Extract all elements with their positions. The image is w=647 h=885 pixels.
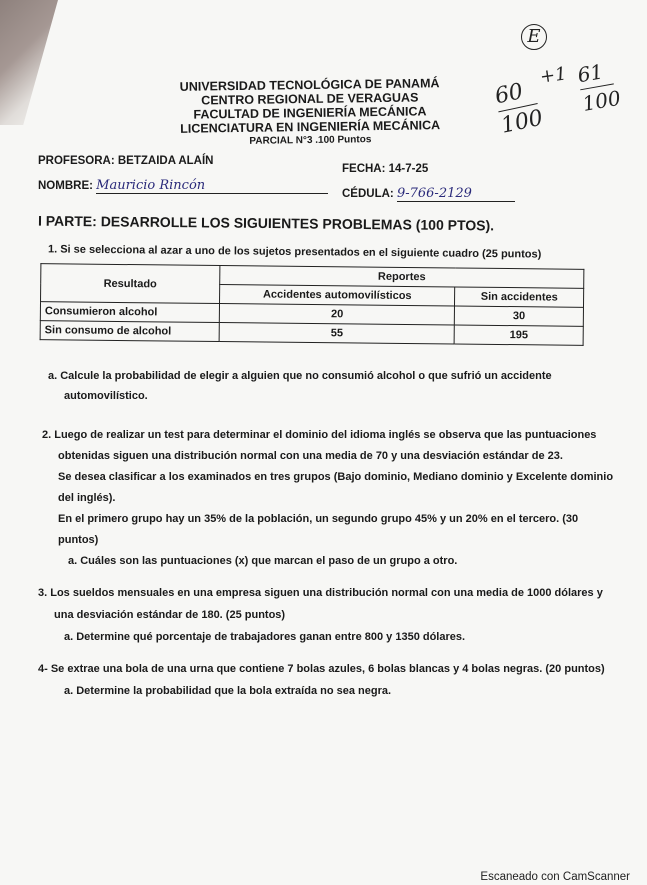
header-reportes: Reportes bbox=[220, 266, 584, 289]
question-2-line1: 2. Luego de realizar un test para determinar el dominio del idioma inglés se observa que las puntuaciones bbox=[42, 429, 597, 441]
question-2-line5: En el primero grupo hay un 35% de la población, un segundo grupo 45% y un 20% en el tercero. (30 bbox=[58, 513, 579, 525]
header-accidentes: Accidentes automovilísticos bbox=[220, 285, 456, 306]
document-header bbox=[180, 76, 441, 150]
header-resultado: Resultado bbox=[41, 264, 220, 304]
grade-circled-letter: E bbox=[521, 24, 547, 50]
question-1a bbox=[48, 366, 608, 406]
cell-value: 195 bbox=[455, 325, 584, 345]
question-2-line3: Se desea clasificar a los examinados en tres grupos (Bajo dominio, Mediano dominio y Excelente dominio bbox=[58, 471, 614, 483]
header-sin-accidentes: Sin accidentes bbox=[455, 287, 584, 307]
header-exam: PARCIAL N°3 .100 Puntos bbox=[249, 134, 372, 147]
question-1-text: 1. Si se selecciona al azar a uno de los sujetos presentados en el siguiente cuadro (25 puntos) bbox=[47, 243, 542, 261]
grade-score-denominator: 100 bbox=[498, 105, 546, 139]
row-label: Consumieron alcohol bbox=[40, 302, 219, 323]
header-faculty: FACULTAD DE INGENIERÍA MECÁNICA bbox=[193, 104, 427, 122]
cedula-label: CÉDULA: bbox=[342, 188, 394, 200]
question-1a-line1: a. Calcule la probabilidad de elegir a alguien que no consumió alcohol o que sufrió un accidente bbox=[48, 370, 552, 382]
cell-value: 20 bbox=[219, 304, 455, 325]
question-2-line2: obtenidas siguen una distribución normal con una media de 70 y una desviación estándar de 23. bbox=[58, 450, 563, 462]
question-4-line1: 4- Se extrae una bola de una urna que contiene 7 bolas azules, 6 bolas blancas y 4 bolas negras. (20 puntos) bbox=[38, 663, 605, 675]
question-1-stem bbox=[48, 239, 542, 264]
grade-total-denominator: 100 bbox=[580, 85, 623, 116]
header-university: UNIVERSIDAD TECNOLÓGICA DE PANAMÁ bbox=[179, 76, 440, 94]
nombre-label: NOMBRE: bbox=[38, 180, 93, 192]
grade-bonus: +1 bbox=[538, 63, 568, 88]
cell-value: 30 bbox=[455, 306, 584, 326]
grade-total bbox=[576, 57, 623, 116]
reports-table bbox=[40, 263, 585, 346]
question-2-line4: del inglés). bbox=[58, 492, 116, 504]
question-3-line2: una desviación estándar de 180. (25 puntos) bbox=[54, 609, 286, 621]
nombre-value: Mauricio Rincón bbox=[96, 178, 206, 193]
cedula-value: 9-766-2129 bbox=[396, 186, 472, 201]
question-2 bbox=[42, 425, 622, 572]
grade-score-numerator: 60 bbox=[492, 79, 526, 110]
fecha-field: FECHA: 14-7-25 bbox=[342, 163, 429, 175]
section-title: I PARTE: DESARROLLE LOS SIGUIENTES PROBLEMAS (100 PTOS). bbox=[37, 212, 495, 234]
question-3a: a. Determine qué porcentaje de trabajadores ganan entre 800 y 1350 dólares. bbox=[64, 631, 466, 643]
question-2a: a. Cuáles son las puntuaciones (x) que marcan el paso de un grupo a otro. bbox=[68, 555, 458, 567]
scanner-watermark: Escaneado con CamScanner bbox=[480, 871, 630, 883]
question-2-line6: puntos) bbox=[58, 534, 99, 546]
question-3 bbox=[38, 582, 628, 648]
question-1a-line2: automovilístico. bbox=[64, 390, 148, 402]
grade-score bbox=[493, 76, 546, 139]
question-3-line1: 3. Los sueldos mensuales en una empresa siguen una distribución normal con una media de 1000 dólares y bbox=[38, 587, 603, 599]
question-4a: a. Determine la probabilidad que la bola extraída no sea negra. bbox=[64, 685, 392, 697]
cedula-line bbox=[397, 186, 515, 202]
cedula-field bbox=[342, 186, 515, 202]
row-label: Sin consumo de alcohol bbox=[40, 321, 219, 342]
profesora-field: PROFESORA: BETZAIDA ALAÍN bbox=[38, 155, 214, 167]
nombre-line bbox=[96, 178, 328, 194]
scan-corner-shadow bbox=[0, 0, 58, 125]
header-center: CENTRO REGIONAL DE VERAGUAS bbox=[201, 90, 419, 108]
nombre-field bbox=[38, 178, 328, 194]
header-degree: LICENCIATURA EN INGENIERÍA MECÁNICA bbox=[180, 118, 441, 136]
question-4 bbox=[38, 658, 633, 702]
grade-total-numerator: 61 bbox=[575, 59, 605, 88]
cell-value: 55 bbox=[219, 323, 455, 344]
